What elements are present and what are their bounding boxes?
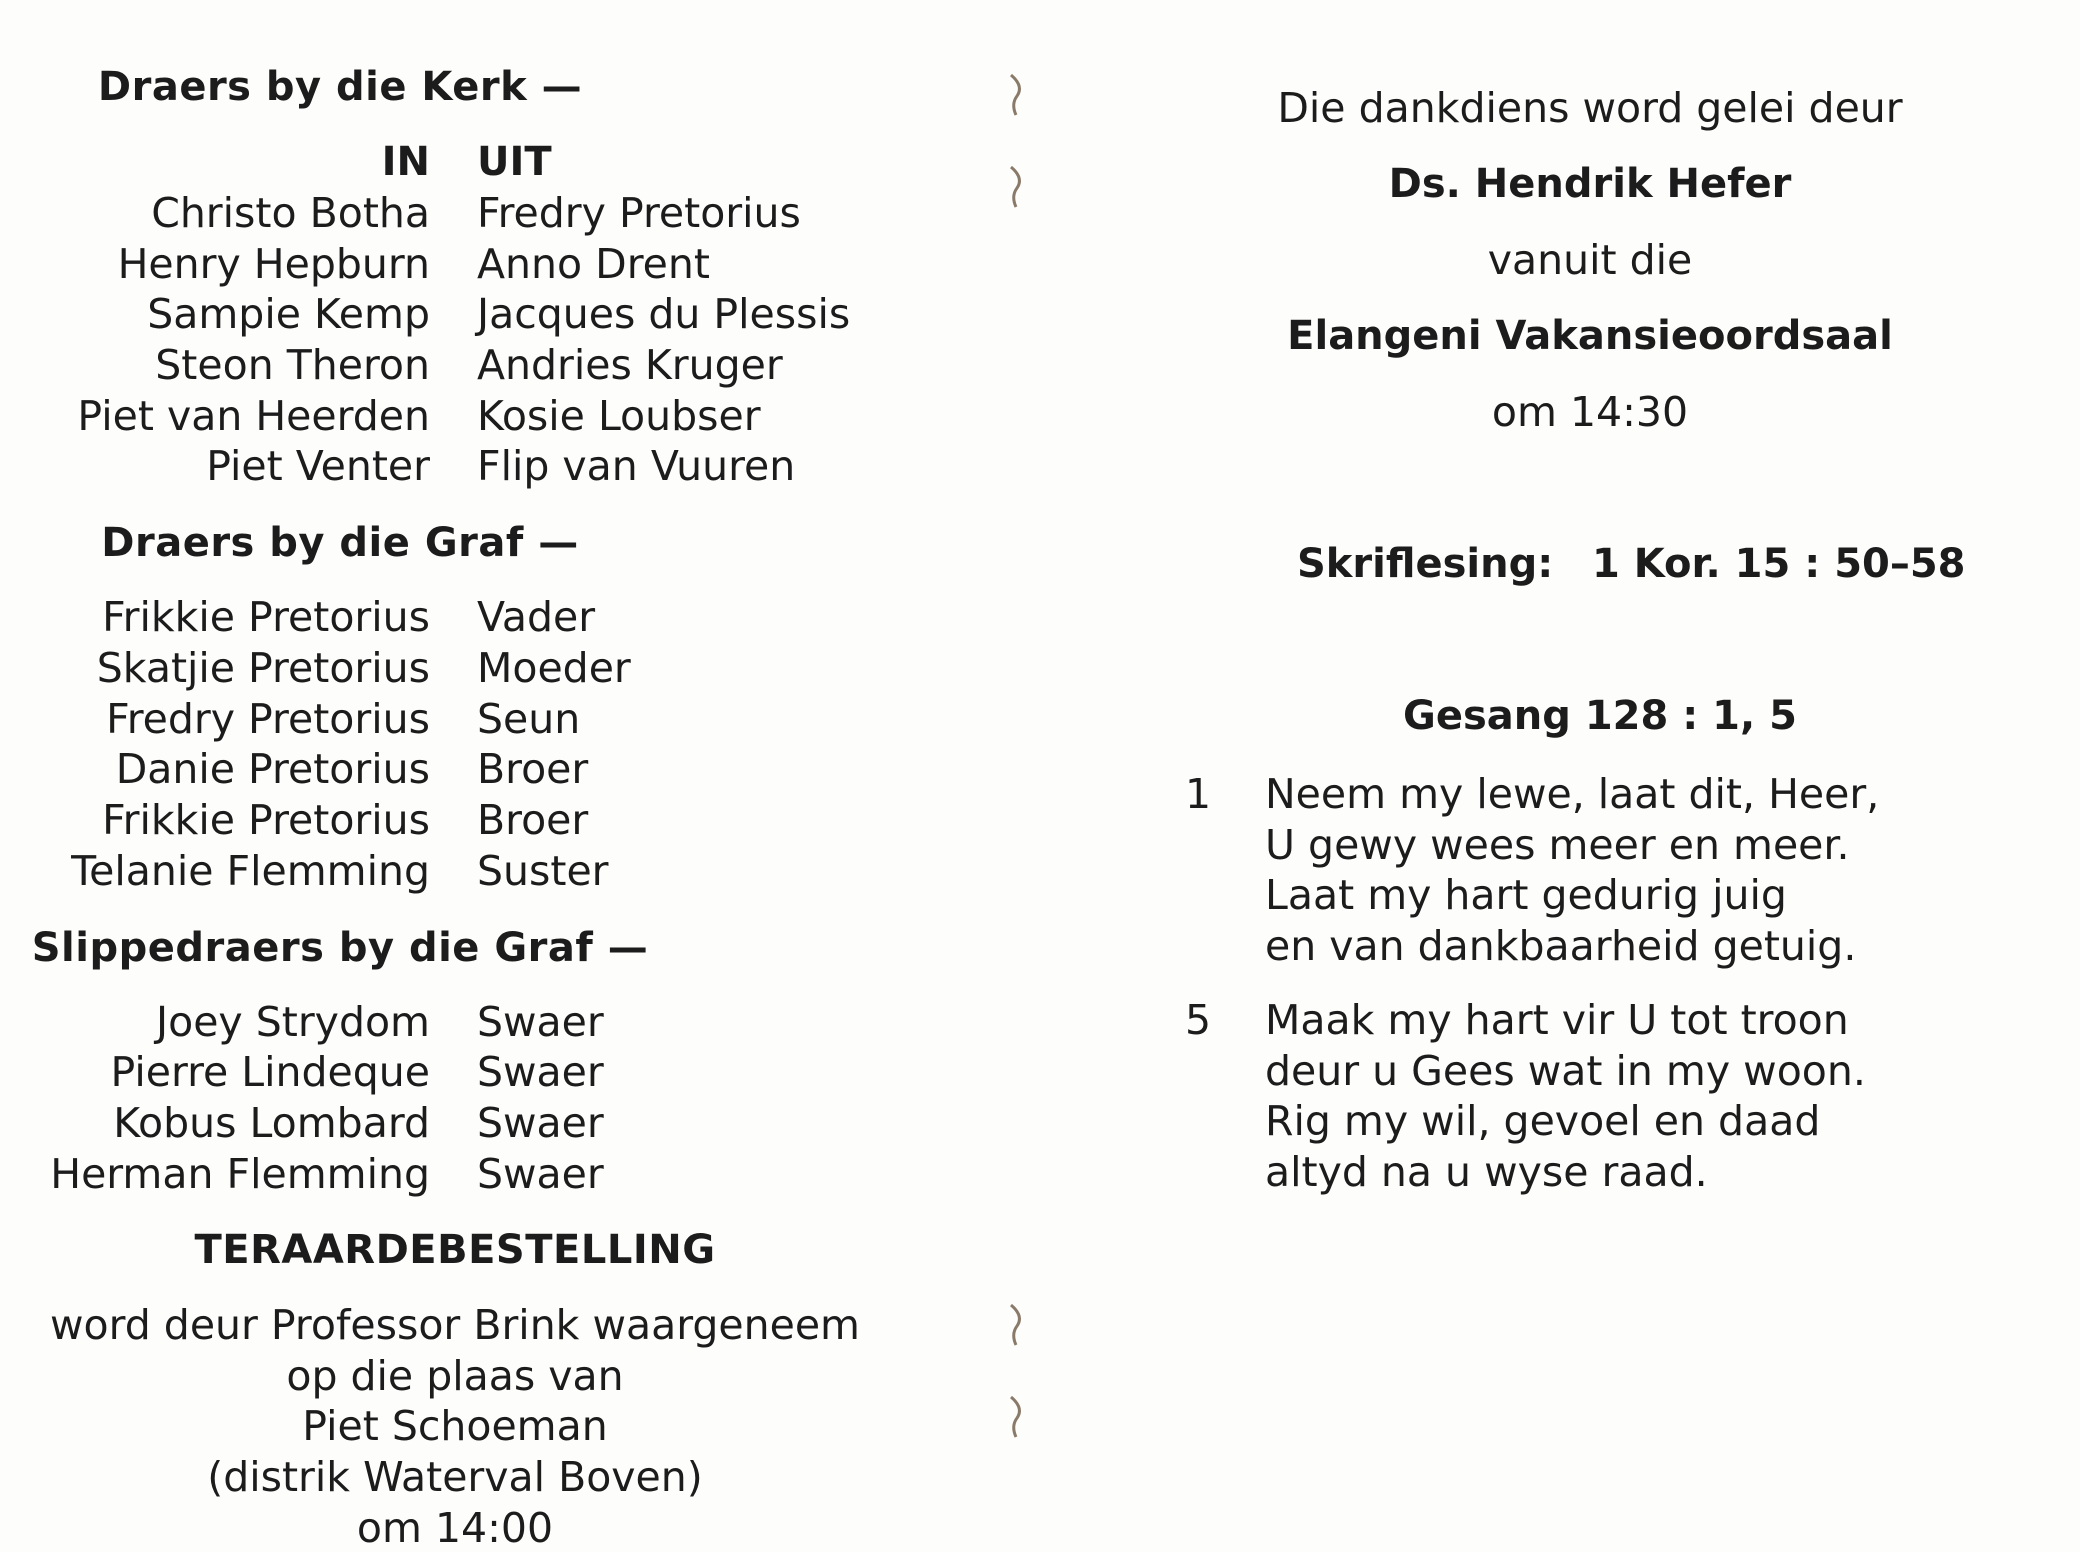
pall-bearer-name: Herman Flemming [50,1150,430,1198]
grave-bearer-name: Frikkie Pretorius [102,593,430,641]
church-bearer-out: Jacques du Plessis [477,290,851,338]
church-bearer-in: Henry Hepburn [117,240,430,288]
minister-name: Ds. Hendrik Hefer [1388,161,1792,207]
church-bearer-out: Fredry Pretorius [477,189,801,237]
staple-mark [1008,164,1026,210]
grave-bearer-name: Skatjie Pretorius [96,644,430,692]
grave-bearer-name: Danie Pretorius [115,745,430,793]
in-column-heading: IN [381,139,430,185]
pall-bearer-relation: Swaer [477,998,604,1046]
verse-line: Laat my hart gedurig juig [1265,871,1787,919]
verse-line: Rig my wil, gevoel en daad [1265,1097,1821,1145]
pall-bearer-relation: Swaer [477,1150,604,1198]
service-venue: Elangeni Vakansieoordsaal [1287,313,1893,359]
church-bearer-in: Steon Theron [155,341,430,389]
service-from: vanuit die [1487,236,1693,284]
church-bearer-out: Andries Kruger [477,341,783,389]
staple-mark [1008,1394,1026,1440]
verse-line: deur u Gees wat in my woon. [1265,1047,1866,1095]
verse-line: U gewy wees meer en meer. [1265,821,1850,869]
burial-heading: TERAARDEBESTELLING [194,1227,716,1273]
staple-mark [1008,72,1026,118]
verse-line: Maak my hart vir U tot troon [1265,996,1849,1044]
verse-number: 5 [1185,996,1212,1044]
service-intro: Die dankdiens word gelei deur [1277,84,1903,132]
pall-bearer-name: Joey Strydom [156,998,430,1046]
service-time: om 14:30 [1491,388,1689,436]
church-bearer-in: Piet Venter [206,442,430,490]
church-bearer-in: Christo Botha [151,189,430,237]
grave-bearer-relation: Seun [477,695,581,743]
burial-line: om 14:00 [356,1504,554,1552]
grave-bearer-name: Fredry Pretorius [106,695,430,743]
staple-mark [1008,1302,1026,1348]
verse-line: altyd na u wyse raad. [1265,1148,1708,1196]
reading-label: Skriflesing: [1297,541,1554,587]
hymn-title: Gesang 128 : 1, 5 [1403,693,1797,739]
church-bearers-heading: Draers by die Kerk — [97,64,583,110]
grave-bearer-relation: Vader [477,593,596,641]
church-bearer-out: Anno Drent [477,240,710,288]
burial-line: op die plaas van [286,1352,624,1400]
pall-bearers-heading: Slippedraers by die Graf — [31,925,649,971]
burial-line: Piet Schoeman [302,1402,608,1450]
burial-line: word deur Professor Brink waargeneem [49,1301,860,1349]
pall-bearer-relation: Swaer [477,1099,604,1147]
left-panel [0,0,1000,1552]
grave-bearer-relation: Broer [477,796,589,844]
pall-bearer-name: Kobus Lombard [113,1099,430,1147]
grave-bearer-relation: Moeder [477,644,631,692]
grave-bearer-relation: Suster [477,847,609,895]
verse-number: 1 [1185,770,1212,818]
pall-bearer-name: Pierre Lindeque [110,1048,430,1096]
grave-bearer-name: Frikkie Pretorius [102,796,430,844]
verse-line: Neem my lewe, laat dit, Heer, [1265,770,1880,818]
burial-line: (distrik Waterval Boven) [207,1453,703,1501]
church-bearer-in: Piet van Heerden [77,392,430,440]
grave-bearer-relation: Broer [477,745,589,793]
church-bearer-out: Flip van Vuuren [477,442,796,490]
reading-reference: 1 Kor. 15 : 50–58 [1592,541,1966,587]
right-panel [1140,0,2080,1544]
out-column-heading: UIT [477,139,552,185]
grave-bearers-heading: Draers by die Graf — [101,520,579,566]
verse-line: en van dankbaarheid getuig. [1265,922,1857,970]
grave-bearer-name: Telanie Flemming [71,847,430,895]
pall-bearer-relation: Swaer [477,1048,604,1096]
church-bearer-out: Kosie Loubser [477,392,761,440]
church-bearer-in: Sampie Kemp [147,290,430,338]
